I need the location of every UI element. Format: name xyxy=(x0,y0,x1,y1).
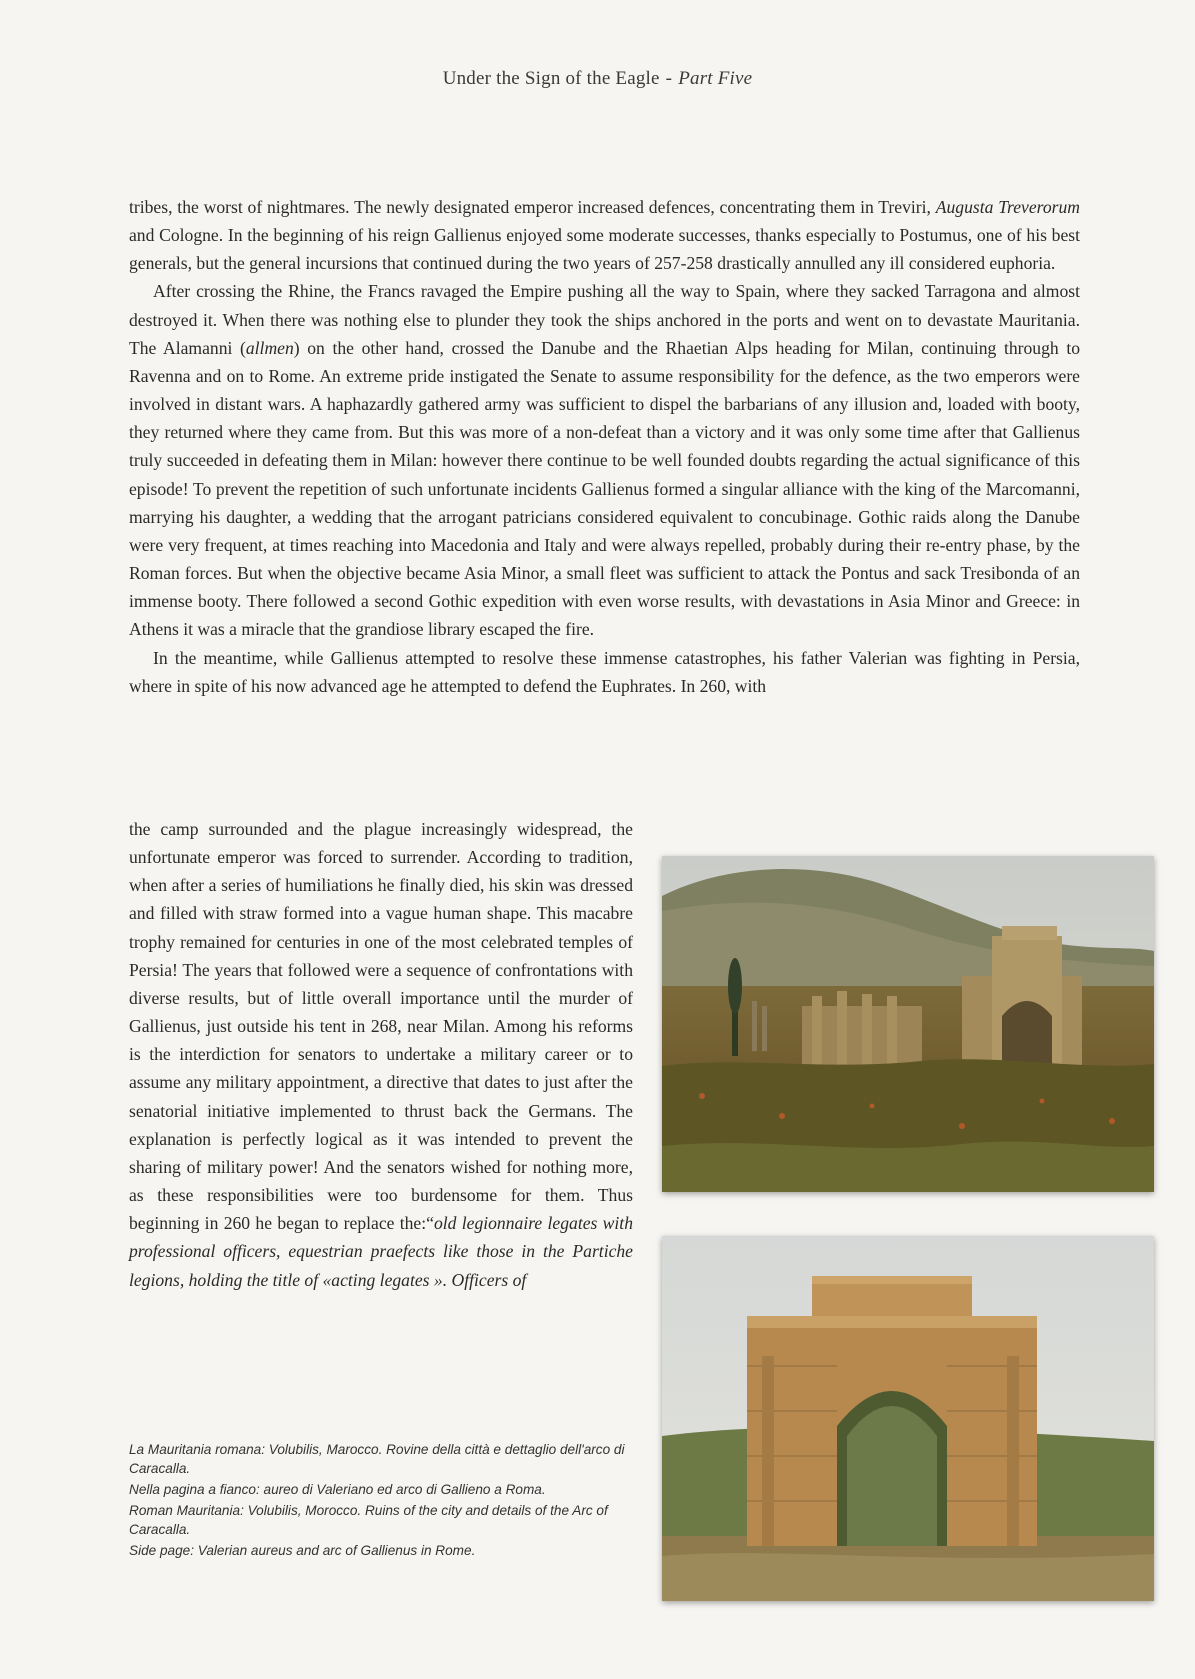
running-header xyxy=(0,68,1195,90)
book-title: Under the Sign of the Eagle xyxy=(442,68,660,89)
caption-english-1: Roman Mauritania: Volubilis, Morocco. Ruins of the city and details of the Arc of Caracalla. xyxy=(129,1503,608,1537)
volubilis-ruins-photo xyxy=(662,856,1154,1192)
part-label: Part Five xyxy=(678,68,753,89)
caption-english-2: Side page: Valerian aureus and arc of Gallienus in Rome. xyxy=(129,1543,476,1558)
paragraph-1: tribes, the worst of nightmares. The newly designated emperor increased defences, concentrating them in Treviri, Augusta Treverorum and Cologne. In the beginning of his reign Gallienus enjoyed some moderate successes, thanks especially to Postumus, one of his best generals, but the general incursions that continued during the two years of 257-258 drastically annulled any ill considered euphoria. xyxy=(129,197,1080,274)
body-text xyxy=(129,193,1080,700)
caption-italian-1: La Mauritania romana: Volubilis, Marocco. Rovine della città e dettaglio dell'arco di Caracalla. xyxy=(129,1442,625,1476)
ruins-landscape-illustration xyxy=(662,856,1154,1192)
caption-italian-2: Nella pagina a fianco: aureo di Valeriano ed arco di Gallieno a Roma. xyxy=(129,1482,546,1497)
paragraph-2: After crossing the Rhine, the Francs ravaged the Empire pushing all the way to Spain, where they sacked Tarragona and almost destroyed it. When there was nothing else to plunder they took the ships anchored in the ports and went on to devastate Mauritania. The Alamanni (allmen) on the other hand, crossed the Danube and the Rhaetian Alps heading for Milan, continuing through to Ravenna and on to Rome. An extreme pride instigated the Senate to assume responsibility for the defence, as the two emperors were involved in distant wars. A haphazardly gathered army was sufficient to dispel the barbarians of any illusion and, loaded with booty, they returned where they came from. But this was more of a non-defeat than a victory and it was only some time after that Gallienus truly succeeded in defeating them in Milan: however there continue to be well founded doubts regarding the actual significance of this episode! To prevent the repetition of such unfortunate incidents Gallienus formed a singular alliance with the king of the Marcomanni, marrying his daughter, a wedding that the arrogant patricians considered equivalent to concubinage. Gothic raids along the Danube were very frequent, at times reaching into Macedonia and Italy and were always repelled, probably during their re-entry phase, by the Roman forces. But when the objective became Asia Minor, a small fleet was sufficient to attack the Pontus and sack Tresibonda of an immense booty. There followed a second Gothic expedition with even worse results, with devastations in Asia Minor and Greece: in Athens it was a miracle that the grandiose library escaped the fire. xyxy=(129,281,1081,640)
paragraph-3-continued: the camp surrounded and the plague increasingly widespread, the unfortunate emperor was forced to surrender. According to tradition, when after a series of humiliations he finally died, his skin was dressed and filled with straw formed into a vague human shape. This macabre trophy remained for centuries in one of the most celebrated temples of Persia! The years that followed were a sequence of confrontations with diverse results, but of little overall importance until the murder of Gallienus, just outside his tent in 268, near Milan. Among his reforms is the interdiction for senators to undertake a military career or to assume any military appointment, a directive that dates to just after the senatorial initiative implemented to thrust back the Germans. The explanation is perfectly logical as it was intended to prevent the sharing of military power! And the senators wished for nothing more, as these responsibilities were too burdensome for them. Thus beginning in 260 he began to replace the:“old legionnaire legates with professional officers, equestrian praefects like those in the Partiche legions, holding the title of «acting legates ». Officers of xyxy=(129,819,633,1290)
arch-of-caracalla-photo xyxy=(662,1236,1154,1601)
photo-captions xyxy=(129,1440,649,1562)
column-text xyxy=(129,815,633,1294)
arch-illustration xyxy=(662,1236,1154,1601)
header-separator: - xyxy=(665,68,673,89)
paragraph-3: In the meantime, while Gallienus attempted to resolve these immense catastrophes, his father Valerian was fighting in Persia, where in spite of his now advanced age he attempted to defend the Euphrates. In 260, with xyxy=(129,647,1080,696)
